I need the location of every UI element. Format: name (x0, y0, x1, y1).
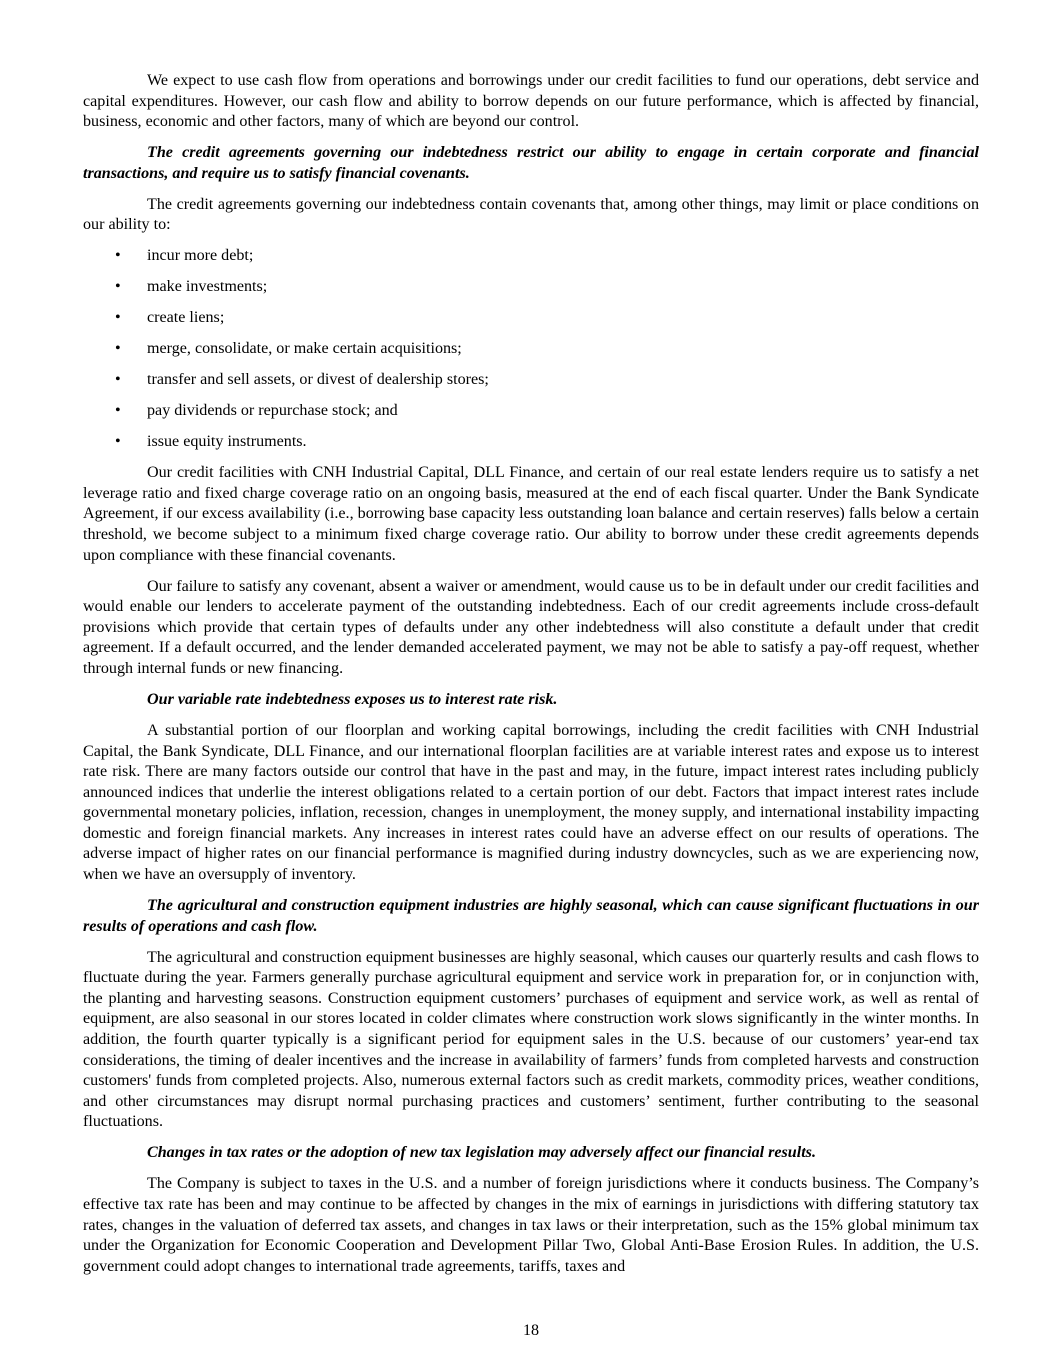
covenants-ratio-paragraph: Our credit facilities with CNH Industrial Capital, DLL Finance, and certain of our real estate lenders require us to satisfy a net leverage ratio and fixed charge coverage ratio on an ongoing basis, measured at the end of each fiscal quarter. Under the Bank Syndicate Agreement, if our excess availability (i.e., borrowing base capacity less outstanding loan balance and certain reserves) falls below a certain threshold, we become subject to a minimum fixed charge coverage ratio. Our ability to borrow under these credit agreements depends upon compliance with these financial covenants. (83, 464, 979, 564)
list-item (83, 277, 979, 298)
covenants-intro-paragraph: The credit agreements governing our indebtedness contain covenants that, among other things, may limit or place conditions on our ability to: (83, 195, 979, 234)
document-page (83, 71, 979, 1288)
list-item (83, 246, 979, 267)
list-item-text: create liens; (147, 309, 225, 327)
list-item-text: make investments; (147, 278, 268, 296)
section-heading-interest-rate: Our variable rate indebtedness exposes us to interest rate risk. (147, 690, 558, 708)
list-item-text: issue equity instruments. (147, 433, 307, 451)
covenant-list (83, 246, 979, 453)
bullet-icon: • (115, 247, 121, 265)
list-item (83, 308, 979, 329)
interest-rate-paragraph: A substantial portion of our floorplan and working capital borrowings, including the credit facilities with CNH Industrial Capital, the Bank Syndicate, DLL Finance, and our international floorplan facilities are at variable interest rates and expose us to interest rate risk. There are many factors outside our control that have in the past and may, in the future, impact interest rates including publicly announced indices that underlie the interest obligations related to a certain portion of our debt. Factors that impact interest rates include governmental monetary policies, inflation, recession, changes in unemployment, the money supply, and international instability impacting domestic and foreign financial markets. Any increases in interest rates could have an adverse effect on our results of operations. The adverse impact of higher rates on our financial performance is magnified during industry downcycles, such as we are experiencing now, when we have an oversupply of inventory. (83, 721, 979, 884)
bullet-icon: • (115, 371, 121, 389)
list-item-text: transfer and sell assets, or divest of dealership stores; (147, 371, 489, 389)
list-item-text: merge, consolidate, or make certain acquisitions; (147, 340, 462, 358)
bullet-icon: • (115, 402, 121, 420)
list-item (83, 339, 979, 360)
bullet-icon: • (115, 309, 121, 327)
list-item (83, 370, 979, 391)
seasonality-paragraph: The agricultural and construction equipment businesses are highly seasonal, which causes our quarterly results and cash flows to fluctuate during the year. Farmers generally purchase agricultural equipment and service work in preparation for, or in conjunction with, the planting and harvesting seasons. Construction equipment customers’ purchases of equipment and service work, as well as rental of equipment, are also seasonal in our stores located in colder climates where construction work slows significantly in the winter months. In addition, the fourth quarter typically is a significant period for equipment sales in the U.S. because of our customers’ year-end tax considerations, the timing of dealer incentives and the increase in availability of farmers’ funds from completed harvests and construction customers' funds from completed projects. Also, numerous external factors such as credit markets, commodity prices, weather conditions, and other circumstances may disrupt normal purchasing practices and customers’ sentiment, further contributing to the seasonal fluctuations. (83, 948, 979, 1131)
list-item (83, 401, 979, 422)
covenants-default-paragraph: Our failure to satisfy any covenant, absent a waiver or amendment, would cause us to be in default under our credit facilities and would enable our lenders to accelerate payment of the outstanding indebtedness. Each of our credit agreements include cross-default provisions which provide that certain types of defaults under any other indebtedness will also constitute a default under that credit agreement. If a default occurred, and the lender demanded accelerated payment, we may not be able to satisfy a pay-off request, whether through internal funds or new financing. (83, 577, 979, 677)
intro-paragraph: We expect to use cash flow from operations and borrowings under our credit facilities to fund our operations, debt service and capital expenditures. However, our cash flow and ability to borrow depends on our future performance, which is affected by financial, business, economic and other factors, many of which are beyond our control. (83, 72, 979, 131)
section-heading-credit-agreements: The credit agreements governing our indebtedness restrict our ability to engage in certain corporate and financial transactions, and require us to satisfy financial covenants. (83, 144, 979, 182)
tax-paragraph: The Company is subject to taxes in the U.S. and a number of foreign jurisdictions where it conducts business. The Company’s effective tax rate has been and may continue to be affected by changes in the mix of earnings in jurisdictions with differing statutory tax rates, changes in the valuation of deferred tax assets, and changes in tax laws or their interpretation, such as the 15% global minimum tax under the Organization for Economic Cooperation and Development Pillar Two, Global Anti-Base Erosion Rules. In addition, the U.S. government could adopt changes to international trade agreements, tariffs, taxes and (83, 1175, 979, 1275)
list-item (83, 432, 979, 453)
section-heading-tax: Changes in tax rates or the adoption of new tax legislation may adversely affect our financial results. (147, 1144, 816, 1162)
bullet-icon: • (115, 278, 121, 296)
list-item-text: pay dividends or repurchase stock; and (147, 402, 398, 420)
list-item-text: incur more debt; (147, 247, 254, 265)
page-number: 18 (522, 1322, 540, 1339)
bullet-icon: • (115, 340, 121, 358)
bullet-icon: • (115, 433, 121, 451)
section-heading-seasonality: The agricultural and construction equipment industries are highly seasonal, which can cause significant fluctuations in our results of operations and cash flow. (83, 897, 979, 935)
